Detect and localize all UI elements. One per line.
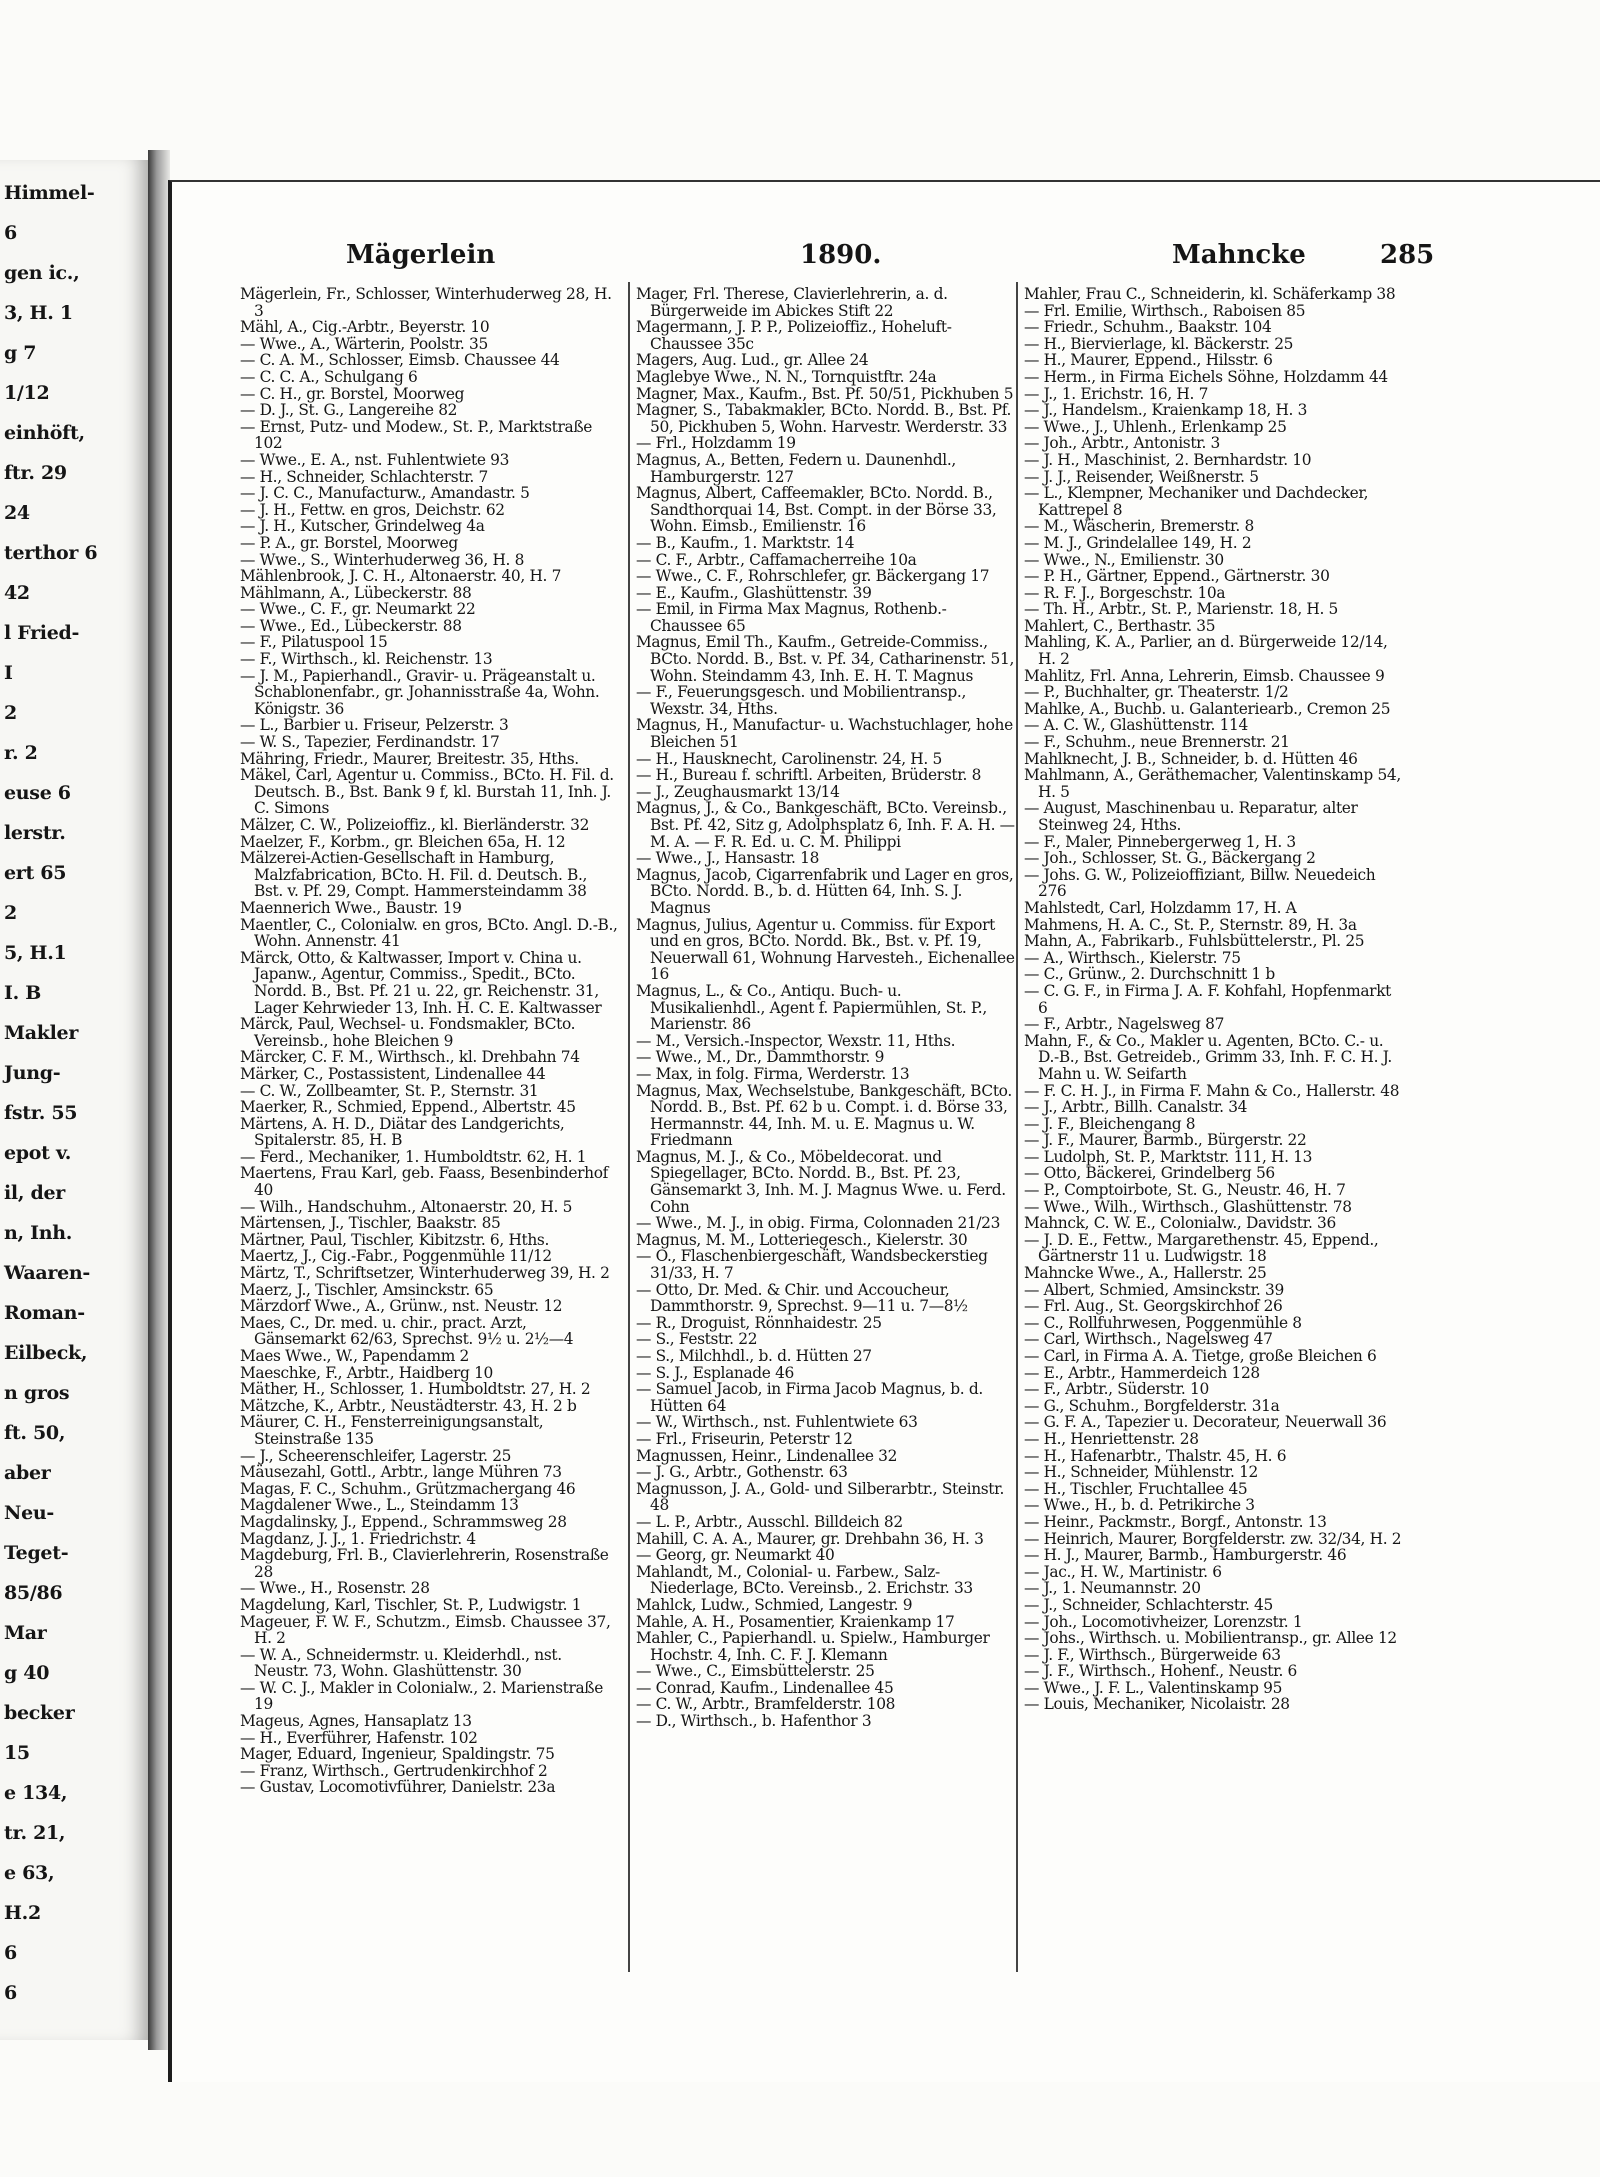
directory-entry: Magdelung, Karl, Tischler, St. P., Ludwigstr. 1 <box>240 1595 582 1614</box>
directory-entry: Magnus, H., Manufactur- u. Wachstuchlager, hohe Bleichen 51 <box>636 716 1013 752</box>
directory-entry: — M. J., Grindelallee 149, H. 2 <box>1024 533 1252 552</box>
directory-entry: — Carl, in Firma A. A. Tietge, große Bleichen 6 <box>1024 1347 1377 1365</box>
directory-entry: Märtensen, J., Tischler, Baakstr. 85 <box>240 1214 501 1233</box>
directory-entry: — H., Everführer, Hafenstr. 102 <box>240 1728 478 1747</box>
facing-page-text: Teget- <box>4 1542 69 1564</box>
facing-page-text: 85/86 <box>4 1582 63 1604</box>
directory-entry: — F. C. H. J., in Firma F. Mahn & Co., Hallerstr. 48 <box>1024 1081 1400 1100</box>
directory-entry: — J. C. C., Manufacturw., Amandastr. 5 <box>240 484 530 503</box>
directory-entry: — Wilh., Handschuhm., Altonaerstr. 20, H. 5 <box>240 1197 573 1216</box>
directory-entry: Mäkel, Carl, Agentur u. Commiss., BCto. H. Fil. d. Deutsch. B., Bst. Bank 9 f, kl. Burstah 11, Inh. J. C. Simons <box>240 766 614 818</box>
directory-entry: — Wwe., M., Dr., Dammthorstr. 9 <box>636 1048 885 1067</box>
directory-entry: — F., Arbtr., Nagelsweg 87 <box>1024 1015 1225 1034</box>
directory-entry: Märtz, T., Schriftsetzer, Winterhuderweg 39, H. 2 <box>240 1264 610 1283</box>
directory-entry: — J. H., Maschinist, 2. Bernhardstr. 10 <box>1024 450 1312 469</box>
directory-entry: Magdanz, J. J., 1. Friedrichstr. 4 <box>240 1529 476 1548</box>
directory-entry: Magner, S., Tabakmakler, BCto. Nordd. B., Bst. Pf. 50, Pickhuben 5, Wohn. Harvestr. Werderstr. 33 <box>636 401 1012 436</box>
facing-page-text: ftr. 29 <box>4 462 67 484</box>
directory-entry: Mälzerei-Actien-Gesellschaft in Hamburg, Malzfabrication, BCto. H. Fil. d. Deutsch. B., Bst. v. Pf. 29, Compt. Hammersteindamm 38 <box>240 849 588 901</box>
directory-entry: Märck, Otto, & Kaltwasser, Import v. China u. Japanw., Agentur, Commiss., Spedit., BCto. Nordd. B., Bst. Pf. 21 u. 22, gr. Reichenstr. 31, Lager Kehrwieder 13, Inh. H. C. E. Kaltwasser <box>240 948 602 1017</box>
directory-entry: — Joh., Arbtr., Antonistr. 3 <box>1024 434 1220 453</box>
facing-page-text: il, der <box>4 1182 65 1204</box>
directory-entry: Märck, Paul, Wechsel- u. Fondsmakler, BCto. Vereinsb., hohe Bleichen 9 <box>240 1015 576 1050</box>
directory-entry: Maes, C., Dr. med. u. chir., pract. Arzt, Gänsemarkt 62/63, Sprechst. 9½ u. 2½—4 <box>240 1313 574 1349</box>
directory-entry: — G. F. A., Tapezier u. Decorateur, Neuerwall 36 <box>1024 1413 1387 1432</box>
directory-entry: Magnus, J., & Co., Bankgeschäft, BCto. Vereinsb., Bst. Pf. 42, Sitz g, Adolphsplatz 6, Inh. F. A. H. — M. A. — F. R. Ed. u. C. M. Philippi <box>636 799 1015 851</box>
facing-page-text: Mar <box>4 1622 47 1644</box>
directory-entry: — Conrad, Kaufm., Lindenallee 45 <box>636 1678 894 1697</box>
directory-entry: Mahn, A., Fabrikarb., Fuhlsbüttelerstr., Pl. 25 <box>1024 932 1365 951</box>
directory-entry: Mahling, K. A., Parlier, an d. Bürgerweide 12/14, H. 2 <box>1024 633 1388 669</box>
facing-page-text: Himmel- <box>4 182 95 204</box>
facing-page-text: 24 <box>4 502 30 524</box>
facing-page-text: euse 6 <box>4 782 71 804</box>
directory-entry: — D. J., St. G., Langereihe 82 <box>240 401 458 420</box>
directory-entry: Magnus, Max, Wechselstube, Bankgeschäft, BCto. Nordd. B., Bst. Pf. 62 b u. Compt. i. d. Börse 33, Hermannstr. 44, Inh. M. u. E. Magnus u. W. Friedmann <box>636 1081 1012 1150</box>
directory-entry: — B., Kaufm., 1. Marktstr. 14 <box>636 533 855 552</box>
directory-entry: — Wwe., S., Winterhuderweg 36, H. 8 <box>240 550 525 569</box>
directory-entry: — P., Buchhalter, gr. Theaterstr. 1/2 <box>1024 683 1289 702</box>
directory-entry: — A., Wirthsch., Kielerstr. 75 <box>1024 948 1241 967</box>
facing-page-text: 42 <box>4 582 30 604</box>
directory-entry: — August, Maschinenbau u. Reparatur, alter Steinweg 24, Hths. <box>1024 799 1358 834</box>
page-header <box>232 240 1435 276</box>
directory-entry: — Heinr., Packmstr., Borgf., Antonstr. 13 <box>1024 1512 1327 1531</box>
facing-page-text: 6 <box>4 222 17 244</box>
directory-entry: Maerker, R., Schmied, Eppend., Albertstr. 45 <box>240 1098 576 1117</box>
facing-page-text: Jung- <box>4 1062 61 1084</box>
directory-entry: Mäurer, C. H., Fensterreinigungsanstalt, Steinstraße 135 <box>240 1413 544 1448</box>
directory-entry: — H., Hafenarbtr., Thalstr. 45, H. 6 <box>1024 1446 1287 1465</box>
directory-entry: — J. J., Reisender, Weißnerstr. 5 <box>1024 467 1259 486</box>
directory-entry: Märker, C., Postassistent, Lindenallee 44 <box>240 1064 546 1083</box>
directory-entry: — M., Versich.-Inspector, Wexstr. 11, Hths. <box>636 1031 956 1050</box>
facing-page-text: Neu- <box>4 1502 54 1524</box>
directory-entry: Mahn, F., & Co., Makler u. Agenten, BCto. C.- u. D.-B., Bst. Getreideb., Grimm 33, Inh. F. C. H. J. Mahn u. W. Seifarth <box>1024 1031 1392 1083</box>
directory-entry: Mahlandt, M., Colonial- u. Farbew., Salz-Niederlage, BCto. Vereinsb., 2. Erichstr. 33 <box>636 1562 973 1598</box>
directory-entry: Magas, F. C., Schuhm., Grützmachergang 46 <box>240 1479 576 1498</box>
directory-entry: — Joh., Schlosser, St. G., Bäckergang 2 <box>1024 849 1316 868</box>
directory-entry: — F., Wirthsch., kl. Reichenstr. 13 <box>240 650 493 669</box>
directory-entry: — Ernst, Putz- und Modew., St. P., Marktstraße 102 <box>240 417 593 453</box>
directory-entry: — H., Hausknecht, Carolinenstr. 24, H. 5 <box>636 749 942 768</box>
directory-entry: Magdalinsky, J., Eppend., Schrammsweg 28 <box>240 1512 567 1531</box>
directory-entry: — W. A., Schneidermstr. u. Kleiderhdl., nst. Neustr. 73, Wohn. Glashüttenstr. 30 <box>240 1645 562 1681</box>
directory-entry: — Gustav, Locomotivführer, Danielstr. 23a <box>240 1778 556 1797</box>
directory-entry: — Wwe., J., Uhlenh., Erlenkamp 25 <box>1024 417 1287 436</box>
directory-entry: — Friedr., Schuhm., Baakstr. 104 <box>1024 318 1272 337</box>
facing-page-text: e 63, <box>4 1862 55 1884</box>
directory-entry: — Herm., in Firma Eichels Söhne, Holzdamm 44 <box>1024 367 1388 386</box>
directory-entry: — Wwe., E. A., nst. Fuhlentwiete 93 <box>240 450 510 469</box>
directory-entry: Mageuer, F. W. F., Schutzm., Eimsb. Chaussee 37, H. 2 <box>240 1612 611 1648</box>
directory-entry: Magnus, Julius, Agentur u. Commiss. für Export und en gros, BCto. Nordd. Bk., Bst. v. Pf. 19, Neuerwall 61, Wohnung Harvesteh., Eichenallee 16 <box>636 915 1015 984</box>
directory-entry: — J., Schneider, Schlachterstr. 45 <box>1024 1595 1273 1614</box>
directory-entry: — Wwe., C., Eimsbüttelerstr. 25 <box>636 1662 875 1681</box>
directory-entry: — C. H., gr. Borstel, Moorweg <box>240 384 465 403</box>
directory-entry: — Wwe., N., Emilienstr. 30 <box>1024 550 1224 569</box>
directory-entry: Maerz, J., Tischler, Amsinckstr. 65 <box>240 1280 494 1299</box>
directory-entry: Magdalener Wwe., L., Steindamm 13 <box>240 1496 519 1515</box>
column-rule <box>1016 282 1018 1972</box>
directory-entry: — D., Wirthsch., b. Hafenthor 3 <box>636 1712 872 1731</box>
directory-entry: Maes Wwe., W., Papendamm 2 <box>240 1347 469 1365</box>
directory-entry: Märzdorf Wwe., A., Grünw., nst. Neustr. 12 <box>240 1297 563 1316</box>
directory-entry: — C. A. M., Schlosser, Eimsb. Chaussee 44 <box>240 351 560 370</box>
facing-page-text: n gros <box>4 1382 70 1404</box>
directory-entry: Mätzche, K., Arbtr., Neustädterstr. 43, H. 2 b <box>240 1396 577 1415</box>
facing-page-text: Makler <box>4 1022 79 1044</box>
directory-entry: Mahlck, Ludw., Schmied, Langestr. 9 <box>636 1595 913 1614</box>
directory-entry: — H., Bureau f. schriftl. Arbeiten, Brüderstr. 8 <box>636 766 982 785</box>
directory-entry: — Wwe., M. J., in obig. Firma, Colonnaden 21/23 <box>636 1214 1001 1233</box>
facing-page-text: terthor 6 <box>4 542 98 564</box>
directory-entry: — H., Schneider, Mühlenstr. 12 <box>1024 1463 1258 1482</box>
directory-entry: — J., Scheerenschleifer, Lagerstr. 25 <box>240 1446 512 1465</box>
directory-entry: — F., Schuhm., neue Brennerstr. 21 <box>1024 733 1290 752</box>
directory-entry: Mahill, C. A. A., Maurer, gr. Drehbahn 36, H. 3 <box>636 1529 984 1548</box>
directory-entry: — C. G. F., in Firma J. A. F. Kohfahl, Hopfenmarkt 6 <box>1024 981 1391 1017</box>
directory-entry: — H. J., Maurer, Barmb., Hamburgerstr. 46 <box>1024 1546 1347 1565</box>
header-right-catchword: Mahncke <box>1172 240 1306 270</box>
directory-entry: — Georg, gr. Neumarkt 40 <box>636 1546 835 1565</box>
directory-entry: Maertz, J., Cig.-Fabr., Poggenmühle 11/12 <box>240 1247 552 1266</box>
directory-entry: — J. M., Papierhandl., Gravir- u. Prägeanstalt u. Schablonenfabr., gr. Johannisstraße 4a, Wohn. Königstr. 36 <box>240 666 600 718</box>
directory-entry: Magdeburg, Frl. B., Clavierlehrerin, Rosenstraße 28 <box>240 1546 609 1581</box>
directory-entry: Mahlstedt, Carl, Holzdamm 17, H. A <box>1024 898 1297 917</box>
facing-page-text: lerstr. <box>4 822 66 844</box>
directory-entry: Maeschke, F., Arbtr., Haidberg 10 <box>240 1363 493 1382</box>
directory-entry: — E., Kaufm., Glashüttenstr. 39 <box>636 583 872 602</box>
directory-entry: — A. C. W., Glashüttenstr. 114 <box>1024 716 1248 735</box>
directory-entry: Magnus, A., Betten, Federn u. Daunenhdl., Hamburgerstr. 127 <box>636 450 956 486</box>
directory-entry: — Wwe., H., Rosenstr. 28 <box>240 1579 430 1598</box>
directory-entry: Mahlitz, Frl. Anna, Lehrerin, Eimsb. Chaussee 9 <box>1024 666 1385 685</box>
directory-entry: — P. A., gr. Borstel, Moorweg <box>240 533 458 552</box>
directory-entry: — F., Arbtr., Süderstr. 10 <box>1024 1380 1209 1399</box>
directory-entry: — Ludolph, St. P., Marktstr. 111, H. 13 <box>1024 1147 1313 1166</box>
directory-entry: Maglebye Wwe., N. N., Tornquistftr. 24a <box>636 367 937 386</box>
facing-page-text: Roman- <box>4 1302 85 1324</box>
directory-entry: — H., Biervierlage, kl. Bäckerstr. 25 <box>1024 334 1294 353</box>
directory-entry: — Wwe., A., Wärterin, Poolstr. 35 <box>240 334 488 353</box>
directory-entry: — L. P., Arbtr., Ausschl. Billdeich 82 <box>636 1512 903 1531</box>
directory-entry: Mahlmann, A., Geräthemacher, Valentinskamp 54, H. 5 <box>1024 766 1401 801</box>
facing-page-text: I. B <box>4 982 41 1004</box>
directory-entry: — S., Milchhdl., b. d. Hütten 27 <box>636 1347 872 1365</box>
facing-page-text: gen ic., <box>4 262 80 284</box>
directory-entry: — Frl. Emilie, Wirthsch., Raboisen 85 <box>1024 301 1306 320</box>
directory-entry: — Wwe., J. F. L., Valentinskamp 95 <box>1024 1678 1283 1697</box>
facing-page-text: H.2 <box>4 1902 41 1924</box>
facing-page-text: e 134, <box>4 1782 68 1804</box>
facing-page-text: aber <box>4 1462 51 1484</box>
directory-entry: — C. W., Zollbeamter, St. P., Sternstr. 31 <box>240 1081 539 1100</box>
directory-entry: Mählmann, A., Lübeckerstr. 88 <box>240 583 472 602</box>
facing-page-text: 2 <box>4 702 17 724</box>
directory-entry: — J. G., Arbtr., Gothenstr. 63 <box>636 1463 848 1482</box>
directory-entry: Mähl, A., Cig.-Arbtr., Beyerstr. 10 <box>240 318 490 337</box>
directory-entry: Magermann, J. P. P., Polizeioffiz., Hoheluft-Chaussee 35c <box>636 318 952 353</box>
directory-entry: Magnus, M. J., & Co., Möbeldecorat. und Spiegellager, BCto. Nordd. B., Bst. Pf. 23, Gänsemarkt 3, Inh. M. J. Magnus Wwe. u. Ferd. Cohn <box>636 1147 1006 1216</box>
directory-entry: Magner, Max., Kaufm., Bst. Pf. 50/51, Pickhuben 5 <box>636 384 1014 403</box>
directory-entry: Mager, Eduard, Ingenieur, Spaldingstr. 75 <box>240 1745 555 1764</box>
directory-entry: — J., Arbtr., Billh. Canalstr. 34 <box>1024 1098 1248 1117</box>
directory-entry: — Samuel Jacob, in Firma Jacob Magnus, b. d. Hütten 64 <box>636 1380 983 1415</box>
directory-entry: — Frl. Aug., St. Georgskirchhof 26 <box>1024 1297 1283 1316</box>
book-gutter <box>148 150 170 2050</box>
facing-page-text: Waaren- <box>4 1262 91 1284</box>
facing-page-text: becker <box>4 1702 75 1724</box>
directory-entry: — Johs. G. W., Polizeioffiziant, Billw. Neuedeich 276 <box>1024 865 1376 901</box>
directory-entry: Mälzer, C. W., Polizeioffiz., kl. Bierländerstr. 32 <box>240 816 590 834</box>
directory-entry: Mahler, Frau C., Schneiderin, kl. Schäferkamp 38 <box>1024 285 1396 303</box>
directory-entry: — Wwe., H., b. d. Petrikirche 3 <box>1024 1496 1255 1515</box>
facing-page-text: 1/12 <box>4 382 50 404</box>
directory-entry: — R., Droguist, Rönnhaidestr. 25 <box>636 1313 882 1332</box>
directory-entry: — C. W., Arbtr., Bramfelderstr. 108 <box>636 1695 896 1714</box>
directory-entry: Mahle, A. H., Posamentier, Kraienkamp 17 <box>636 1612 955 1631</box>
directory-entry: Magnus, Albert, Caffeemakler, BCto. Nordd. B., Sandthorquai 14, Bst. Compt. in der Börse 33, Wohn. Eimsb., Emilienstr. 16 <box>636 484 997 536</box>
directory-entry: Mägerlein, Fr., Schlosser, Winterhuderweg 28, H. 3 <box>240 285 612 320</box>
directory-entry: — G., Schuhm., Borgfelderstr. 31a <box>1024 1396 1280 1415</box>
directory-entry: Mäusezahl, Gottl., Arbtr., lange Mühren 73 <box>240 1463 562 1482</box>
directory-entry: — Franz, Wirthsch., Gertrudenkirchhof 2 <box>240 1761 548 1780</box>
directory-entry: — J. H., Kutscher, Grindelweg 4a <box>240 517 485 536</box>
facing-page-fragment <box>0 160 151 2040</box>
directory-entry: — W. S., Tapezier, Ferdinandstr. 17 <box>240 733 500 752</box>
directory-entry: — Johs., Wirthsch. u. Mobilientransp., gr. Allee 12 <box>1024 1629 1397 1648</box>
directory-entry: — Joh., Locomotivheizer, Lorenzstr. 1 <box>1024 1612 1303 1631</box>
directory-entry: — Carl, Wirthsch., Nagelsweg 47 <box>1024 1330 1273 1349</box>
directory-entry: — Frl., Friseurin, Peterstr 12 <box>636 1429 853 1448</box>
facing-page-text: I <box>4 662 13 684</box>
directory-entry: — H., Maurer, Eppend., Hilsstr. 6 <box>1024 351 1273 370</box>
directory-entry: — F., Maler, Pinnebergerweg 1, H. 3 <box>1024 832 1296 851</box>
directory-entry: — J. F., Maurer, Barmb., Bürgerstr. 22 <box>1024 1131 1307 1150</box>
directory-entry: — R. F. J., Borgeschstr. 10a <box>1024 583 1226 602</box>
directory-entry: — P. H., Gärtner, Eppend., Gärtnerstr. 30 <box>1024 567 1330 586</box>
directory-entry: — Th. H., Arbtr., St. P., Marienstr. 18, H. 5 <box>1024 600 1339 619</box>
facing-page-text: einhöft, <box>4 422 85 444</box>
directory-entry: — J. F., Bleichengang 8 <box>1024 1114 1196 1133</box>
directory-entry: — J. D. E., Fettw., Margarethenstr. 45, Eppend., Gärtnerstr 11 u. Ludwigstr. 18 <box>1024 1230 1379 1266</box>
facing-page-text: 3, H. 1 <box>4 302 73 324</box>
directory-entry: — C., Rollfuhrwesen, Poggenmühle 8 <box>1024 1313 1302 1332</box>
directory-entry: — S., Feststr. 22 <box>636 1330 758 1349</box>
directory-entry: Magnussen, Heinr., Lindenallee 32 <box>636 1446 898 1465</box>
directory-entry: — J. F., Wirthsch., Hohenf., Neustr. 6 <box>1024 1662 1297 1681</box>
directory-entry: — J. F., Wirthsch., Bürgerweide 63 <box>1024 1645 1281 1664</box>
facing-page-text: ft. 50, <box>4 1422 66 1444</box>
directory-entry: — J., 1. Neumannstr. 20 <box>1024 1579 1201 1598</box>
directory-entry: Maertens, Frau Karl, geb. Faass, Besenbinderhof 40 <box>240 1164 608 1200</box>
directory-entry: Mahmens, H. A. C., St. P., Sternstr. 89, H. 3a <box>1024 915 1357 934</box>
facing-page-text: r. 2 <box>4 742 38 764</box>
directory-entry: Maentler, C., Colonialw. en gros, BCto. Angl. D.-B., Wohn. Annenstr. 41 <box>240 915 618 951</box>
facing-page-text: tr. 21, <box>4 1822 66 1844</box>
facing-page-text: fstr. 55 <box>4 1102 78 1124</box>
directory-entry: — Albert, Schmied, Amsinckstr. 39 <box>1024 1280 1284 1299</box>
directory-entry: — Frl., Holzdamm 19 <box>636 434 796 453</box>
directory-entry: Märcker, C. F. M., Wirthsch., kl. Drehbahn 74 <box>240 1048 580 1067</box>
directory-entry: — Ferd., Mechaniker, 1. Humboldtstr. 62, H. 1 <box>240 1147 587 1166</box>
facing-page-text: 15 <box>4 1742 30 1764</box>
directory-entry: — Wwe., C. F., gr. Neumarkt 22 <box>240 600 476 619</box>
directory-entry: Märtens, A. H. D., Diätar des Landgerichts, Spitalerstr. 85, H. B <box>240 1114 565 1150</box>
directory-entry: Mahncke Wwe., A., Hallerstr. 25 <box>1024 1264 1267 1283</box>
directory-entry: — J., Zeughausmarkt 13/14 <box>636 782 840 801</box>
directory-entry: Magnus, M. M., Lotteriegesch., Kielerstr. 30 <box>636 1230 968 1249</box>
directory-entry: — J. H., Fettw. en gros, Deichstr. 62 <box>240 500 505 519</box>
directory-entry: Maennerich Wwe., Baustr. 19 <box>240 898 462 917</box>
directory-entry: Maelzer, F., Korbm., gr. Bleichen 65a, H. 12 <box>240 832 566 851</box>
directory-entry: Mageus, Agnes, Hansaplatz 13 <box>240 1712 472 1731</box>
directory-entry: Magers, Aug. Lud., gr. Allee 24 <box>636 351 869 370</box>
directory-entry: Märtner, Paul, Tischler, Kibitzstr. 6, Hths. <box>240 1230 550 1249</box>
directory-entry: Mahlknecht, J. B., Schneider, b. d. Hütten 46 <box>1024 749 1358 768</box>
facing-page-text: 2 <box>4 902 17 924</box>
directory-entry: — C. F., Arbtr., Caffamacherreihe 10a <box>636 550 917 569</box>
directory-entry: Mager, Frl. Therese, Clavierlehrerin, a. d. Bürgerweide im Abickes Stift 22 <box>636 285 948 320</box>
directory-entry: — Wwe., Wilh., Wirthsch., Glashüttenstr. 78 <box>1024 1197 1352 1216</box>
directory-entry: — C., Grünw., 2. Durchschnitt 1 b <box>1024 965 1275 984</box>
directory-entry: Magnus, Emil Th., Kaufm., Getreide-Commiss., BCto. Nordd. B., Bst. v. Pf. 34, Catharinenstr. 51, Wohn. Steindamm 43, Inh. E. H. T. Magnus <box>636 633 1014 685</box>
directory-entry: — Otto, Dr. Med. & Chir. und Accoucheur, Dammthorstr. 9, Sprechst. 9—11 u. 7—8½ <box>636 1280 968 1316</box>
facing-page-text: epot v. <box>4 1142 72 1164</box>
facing-page-text: ert 65 <box>4 862 67 884</box>
directory-entry: — H., Henriettenstr. 28 <box>1024 1429 1199 1448</box>
directory-entry: — Otto, Bäckerei, Grindelberg 56 <box>1024 1164 1275 1183</box>
facing-page-text: g 40 <box>4 1662 50 1684</box>
column-1 <box>240 286 620 1796</box>
directory-entry: — Wwe., Ed., Lübeckerstr. 88 <box>240 616 462 635</box>
facing-page-text: l Fried- <box>4 622 80 644</box>
facing-page-text: Eilbeck, <box>4 1342 88 1364</box>
header-left-catchword: Mägerlein <box>346 240 496 270</box>
facing-page-text: n, Inh. <box>4 1222 73 1244</box>
directory-entry: — P., Comptoirbote, St. G., Neustr. 46, H. 7 <box>1024 1181 1346 1200</box>
directory-entry: Magnus, Jacob, Cigarrenfabrik und Lager en gros, BCto. Nordd. B., b. d. Hütten 64, Inh. S. J. Magnus <box>636 865 1014 917</box>
directory-entry: — M., Wäscherin, Bremerstr. 8 <box>1024 517 1254 536</box>
directory-entry: Magnusson, J. A., Gold- und Silberarbtr., Steinstr. 48 <box>636 1479 1004 1515</box>
directory-entry: — Wwe., C. F., Rohrschlefer, gr. Bäckergang 17 <box>636 567 990 586</box>
directory-entry: — H., Schneider, Schlachterstr. 7 <box>240 467 488 486</box>
directory-entry: — S. J., Esplanade 46 <box>636 1363 794 1382</box>
directory-entry: — F., Pilatuspool 15 <box>240 633 388 652</box>
directory-entry: — Emil, in Firma Max Magnus, Rothenb.-Chaussee 65 <box>636 600 947 635</box>
directory-entry: — O., Flaschenbiergeschäft, Wandsbeckerstieg 31/33, H. 7 <box>636 1247 988 1283</box>
directory-entry: Mahler, C., Papierhandl. u. Spielw., Hamburger Hochstr. 4, Inh. C. F. J. Klemann <box>636 1629 990 1664</box>
column-3 <box>1024 286 1404 1713</box>
directory-entry: — F., Feuerungsgesch. und Mobilientransp., Wexstr. 34, Hths. <box>636 683 967 718</box>
directory-entry: — Heinrich, Maurer, Borgfelderstr. zw. 32/34, H. 2 <box>1024 1529 1402 1548</box>
directory-entry: — W., Wirthsch., nst. Fuhlentwiete 63 <box>636 1413 918 1432</box>
directory-entry: Mahnck, C. W. E., Colonialw., Davidstr. 36 <box>1024 1214 1336 1233</box>
directory-entry: — J., Handelsm., Kraienkamp 18, H. 3 <box>1024 401 1308 420</box>
directory-entry: — W. C. J., Makler in Colonialw., 2. Marienstraße 19 <box>240 1678 603 1714</box>
facing-page-text: 5, H.1 <box>4 942 67 964</box>
directory-entry: — L., Klempner, Mechaniker und Dachdecker, Kattrepel 8 <box>1024 484 1369 519</box>
directory-entry: — H., Tischler, Fruchtallee 45 <box>1024 1479 1248 1498</box>
directory-entry: — Louis, Mechaniker, Nicolaistr. 28 <box>1024 1695 1290 1714</box>
directory-entry: — E., Arbtr., Hammerdeich 128 <box>1024 1363 1260 1382</box>
header-year: 1890. <box>800 240 882 270</box>
facing-page-text: g 7 <box>4 342 37 364</box>
page-number: 285 <box>1380 240 1435 270</box>
directory-entry: Mäther, H., Schlosser, 1. Humboldtstr. 27, H. 2 <box>240 1380 591 1399</box>
facing-page-text: 6 <box>4 1942 17 1964</box>
facing-page-text: 6 <box>4 1982 17 2004</box>
directory-entry: Magnus, L., & Co., Antiqu. Buch- u. Musikalienhdl., Agent f. Papiermühlen, St. P., Marienstr. 86 <box>636 981 987 1034</box>
directory-entry: Mählenbrook, J. C. H., Altonaerstr. 40, H. 7 <box>240 567 562 586</box>
directory-entry: Mähring, Friedr., Maurer, Breitestr. 35, Hths. <box>240 749 579 768</box>
directory-entry: — Jac., H. W., Martinistr. 6 <box>1024 1562 1222 1581</box>
column-2 <box>636 286 1016 1730</box>
column-rule <box>628 282 630 1972</box>
directory-entry: — Max, in folg. Firma, Werderstr. 13 <box>636 1064 910 1083</box>
directory-entry: Mahlert, C., Berthastr. 35 <box>1024 616 1216 635</box>
directory-entry: — Wwe., J., Hansastr. 18 <box>636 849 820 868</box>
directory-entry: — C. C. A., Schulgang 6 <box>240 367 418 386</box>
directory-entry: — J., 1. Erichstr. 16, H. 7 <box>1024 384 1209 403</box>
directory-entry: Mahlke, A., Buchb. u. Galanteriearb., Cremon 25 <box>1024 699 1391 718</box>
directory-entry: — L., Barbier u. Friseur, Pelzerstr. 3 <box>240 716 509 735</box>
